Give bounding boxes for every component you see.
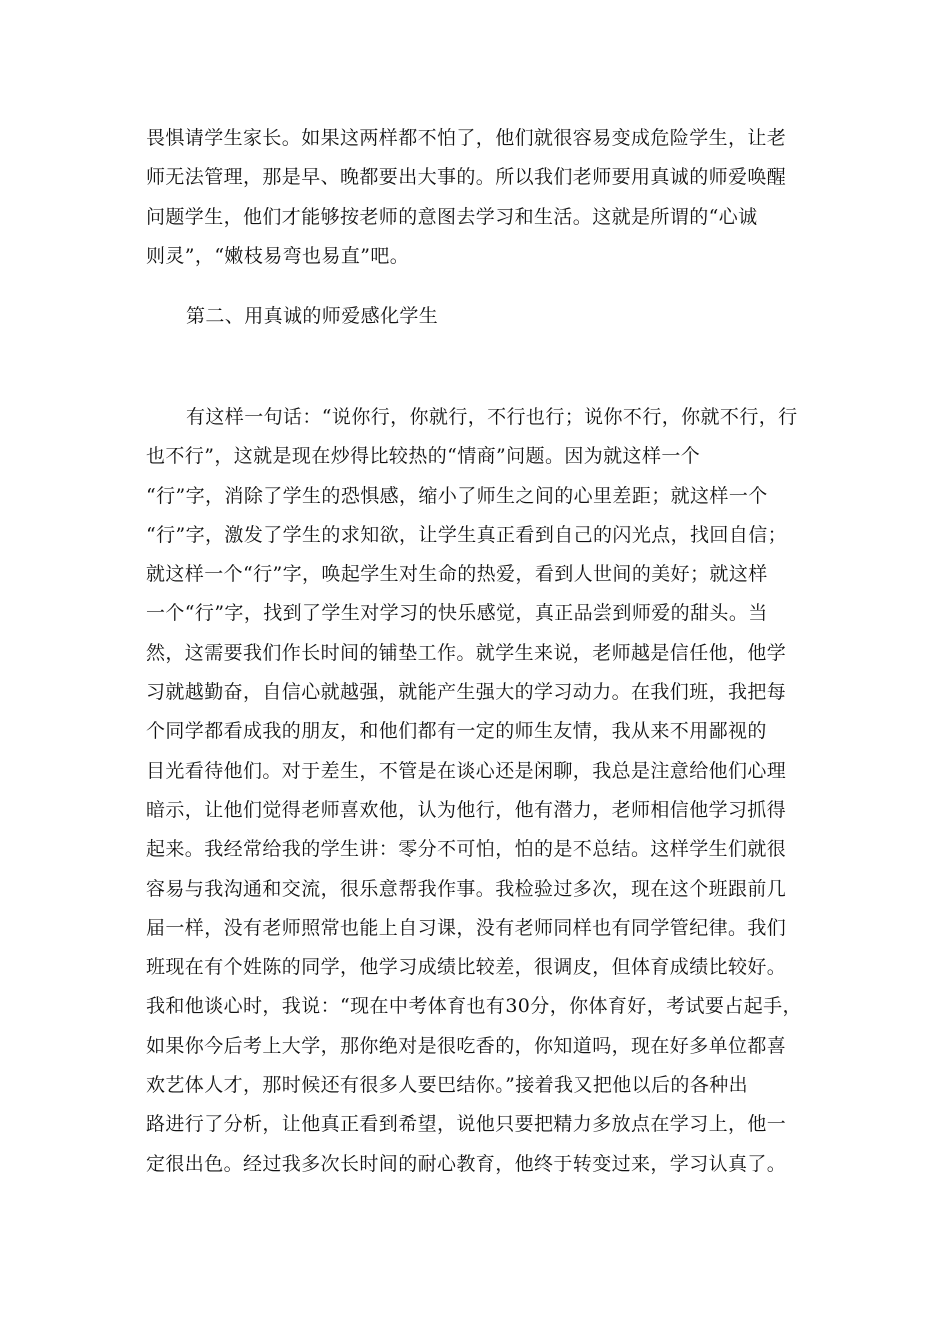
paragraph-2 (146, 398, 821, 1184)
paragraph-2-line: 个同学都看成我的朋友，和他们都有一定的师生友情，我从来不用鄙视的 (146, 720, 767, 743)
section-heading: 第二、用真诚的师爱感化学生 (186, 305, 439, 327)
paragraph-2-line: 也不行”，这就是现在炒得比较热的“情商”问题。因为就这样一个 (146, 445, 701, 468)
paragraph-2-line: “行”字，消除了学生的恐惧感，缩小了师生之间的心里差距；就这样一个 (146, 484, 768, 507)
paragraph-2-line: “行”字，激发了学生的求知欲，让学生真正看到自己的闪光点，找回自信； (146, 523, 788, 546)
paragraph-1-line: 则灵”，“嫩枝易弯也易直”吧。 (146, 244, 410, 267)
paragraph-1-line: 畏惧请学生家长。如果这两样都不怕了，他们就很容易变成危险学生，让老 (146, 127, 787, 149)
paragraph-2-line: 欢艺体人才，那时候还有很多人要巴结你。”接着我又把他以后的各种出 (146, 1074, 749, 1097)
paragraph-2-line: 习就越勤奋，自信心就越强，就能产生强大的学习动力。在我们班，我把每 (146, 681, 787, 704)
paragraph-2-line: 如果你今后考上大学，那你绝对是很吃香的，你知道吗，现在好多单位都喜 (146, 1034, 787, 1057)
paragraph-2-line: 路进行了分析，让他真正看到希望，说他只要把精力多放点在学习上，他一 (146, 1113, 787, 1136)
paragraph-2-line: 然，这需要我们作长时间的铺垫工作。就学生来说，老师越是信任他，他学 (146, 641, 787, 664)
paragraph-2-line: 班现在有个姓陈的同学，他学习成绩比较差，很调皮，但体育成绩比较好。 (146, 956, 787, 979)
paragraph-2-line: 一个“行”字，找到了学生对学习的快乐感觉，真正品尝到师爱的甜头。当 (146, 602, 768, 625)
paragraph-1-line: 问题学生，他们才能够按老师的意图去学习和生活。这就是所谓的“心诚 (146, 205, 758, 228)
paragraph-2-line: 暗示，让他们觉得老师喜欢他，认为他行，他有潜力，老师相信他学习抓得 (146, 798, 787, 821)
paragraph-2-line: 起来。我经常给我的学生讲：零分不可怕，怕的是不总结。这样学生们就很 (146, 838, 787, 861)
paragraph-2-line: 届一样，没有老师照常也能上自习课，没有老师同样也有同学管纪律。我们 (146, 916, 787, 939)
paragraph-1 (146, 119, 821, 276)
paragraph-2-line: 就这样一个“行”字，唤起学生对生命的热爱，看到人世间的美好；就这样 (146, 563, 768, 586)
paragraph-2-line: 定很出色。经过我多次长时间的耐心教育，他终于转变过来，学习认真了。 (146, 1152, 787, 1175)
paragraph-2-line: 目光看待他们。对于差生，不管是在谈心还是闲聊，我总是注意给他们心理 (146, 759, 787, 782)
paragraph-2-line: 容易与我沟通和交流，很乐意帮我作事。我检验过多次，现在这个班跟前几 (146, 877, 787, 900)
paragraph-2-line: 有这样一句话：“说你行，你就行，不行也行；说你不行，你就不行，行 (186, 406, 798, 428)
paragraph-1-line: 师无法管理，那是早、晚都要出大事的。所以我们老师要用真诚的师爱唤醒 (146, 166, 787, 189)
paragraph-2-line: 我和他谈心时，我说：“现在中考体育也有30分，你体育好，考试要占起手， (146, 995, 802, 1018)
